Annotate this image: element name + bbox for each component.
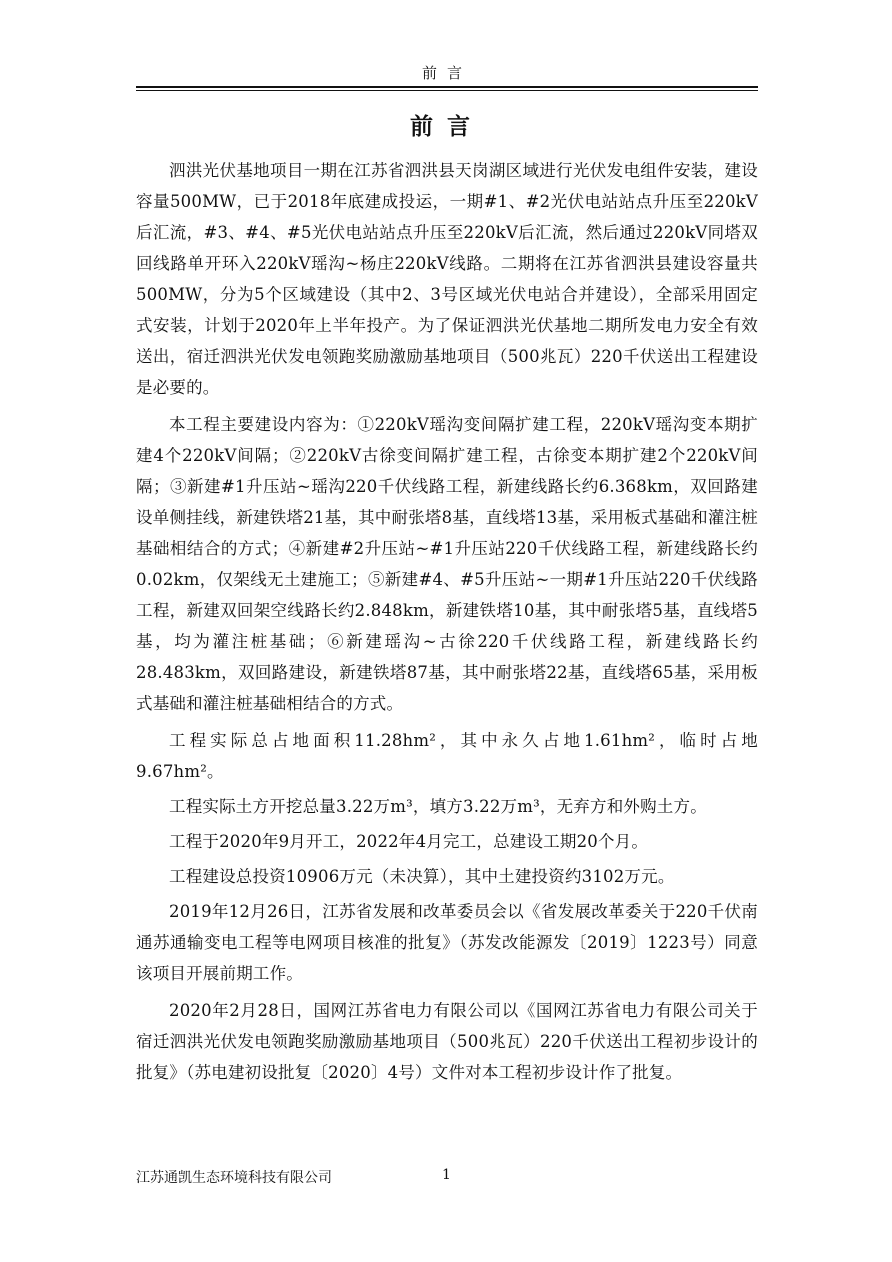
header-rule-thin bbox=[136, 90, 758, 91]
body-text bbox=[136, 155, 758, 1094]
paragraph-project-background: 泗洪光伏基地项目一期在江苏省泗洪县天岗湖区域进行光伏发电组件安装，建设容量500MW，已于2018年底建成投运，一期#1、#2光伏电站站点升压至220kV后汇流，#3、#4、#5光伏电站站点升压至220kV后汇流，然后通过220kV同塔双回线路单开环入220kV瑶沟~杨庄220kV线路。二期将在江苏省泗洪县建设容量共500MW，分为5个区域建设（其中2、3号区域光伏电站合并建设），全部采用固定式安装，计划于2020年上半年投产。为了保证泗洪光伏基地二期所发电力安全有效送出，宿迁泗洪光伏发电领跑奖励激励基地项目（500兆瓦）220千伏送出工程建设是必要的。 bbox=[136, 161, 758, 397]
paragraph-approval-2020: 2020年2月28日，国网江苏省电力有限公司以《国网江苏省电力有限公司关于宿迁泗洪光伏发电领跑奖励激励基地项目（500兆瓦）220千伏送出工程初步设计的批复》（苏电建初设批复〔2020〕4号）文件对本工程初步设计作了批复。 bbox=[136, 1001, 758, 1082]
page-title: 前言 bbox=[410, 113, 484, 140]
footer-page-number: 1 bbox=[442, 1167, 451, 1183]
paragraph-schedule: 工程于2020年9月开工，2022年4月完工，总建设工期20个月。 bbox=[169, 832, 649, 851]
header-rule-thick bbox=[136, 86, 758, 88]
paragraph-land-area: 工程实际总占地面积11.28hm²，其中永久占地1.61hm²，临时占地9.67hm²。 bbox=[136, 731, 758, 781]
paragraph-investment: 工程建设总投资10906万元（未决算），其中土建投资约3102万元。 bbox=[169, 867, 675, 886]
paragraph-construction-content: 本工程主要建设内容为：①220kV瑶沟变间隔扩建工程，220kV瑶沟变本期扩建4个220kV间隔；②220kV古徐变间隔扩建工程，古徐变本期扩建2个220kV间隔；③新建#1升压站~瑶沟220千伏线路工程，新建线路长约6.368km，双回路建设单侧挂线，新建铁塔21基，其中耐张塔8基，直线塔13基，采用板式基础和灌注桩基础相结合的方式；④新建#2升压站~#1升压站220千伏线路工程，新建线路长约0.02km，仅架线无土建施工；⑤新建#4、#5升压站~一期#1升压站220千伏线路工程，新建双回架空线路长约2.848km，新建铁塔10基，其中耐张塔5基，直线塔5基，均为灌注桩基础；⑥新建瑶沟~古徐220千伏线路工程，新建线路长约28.483km，双回路建设，新建铁塔87基，其中耐张塔22基，直线塔65基，采用板式基础和灌注桩基础相结合的方式。 bbox=[136, 415, 758, 713]
paragraph-earthwork: 工程实际土方开挖总量3.22万m³，填方3.22万m³，无弃方和外购土方。 bbox=[169, 797, 707, 816]
paragraph-approval-2019: 2019年12月26日，江苏省发展和改革委员会以《省发展改革委关于220千伏南通苏通输变电工程等电网项目核准的批复》（苏发改能源发〔2019〕1223号）同意该项目开展前期工作。 bbox=[136, 902, 758, 983]
footer-company: 江苏通凯生态环境科技有限公司 bbox=[136, 1170, 332, 1186]
running-header: 前言 bbox=[421, 64, 472, 82]
